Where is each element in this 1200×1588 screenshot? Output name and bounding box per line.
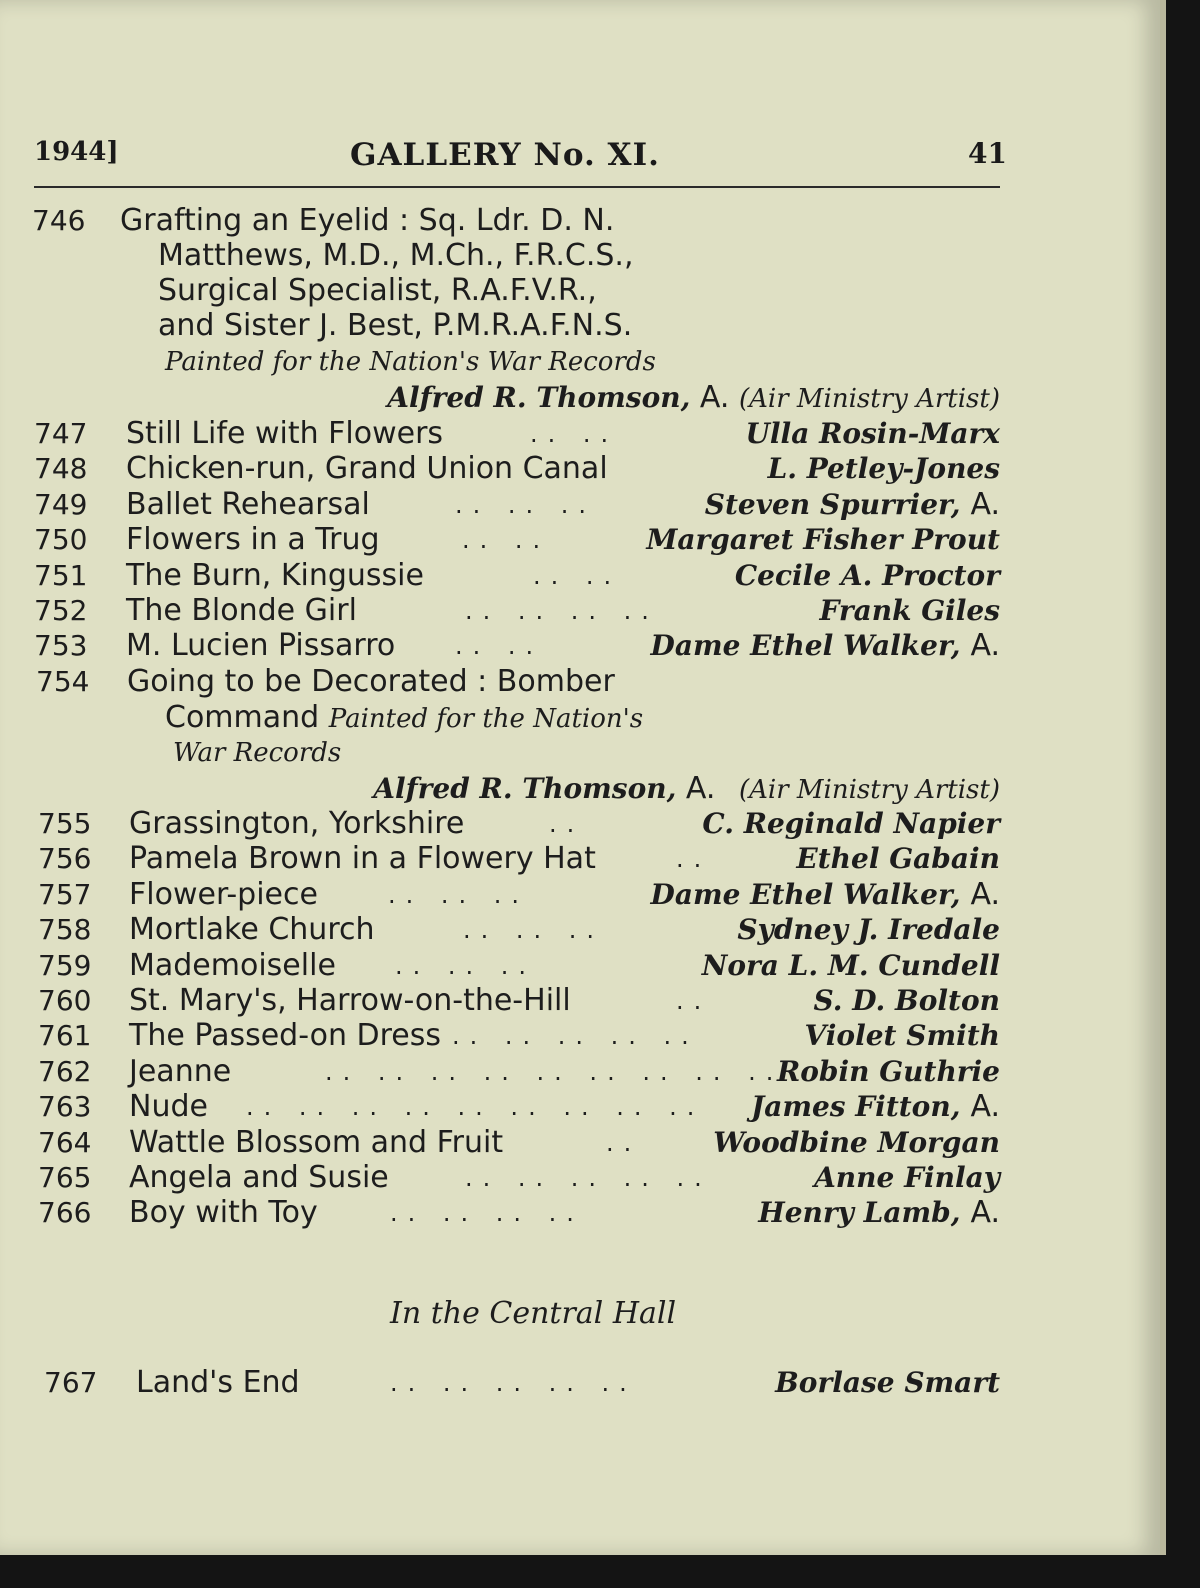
leader-dots: .. .. [530, 420, 619, 448]
leader-dots: .. [676, 845, 712, 874]
entry-artist-line [651, 628, 1000, 664]
artist-note: (Air Ministry Artist) [738, 775, 1000, 805]
leader-dots: .. [606, 1128, 642, 1157]
artist-name: Ethel Gabain [796, 842, 1000, 876]
entry-title: Chicken-run, Grand Union Canal [126, 451, 608, 487]
artist-name: Steven Spurrier, [704, 487, 961, 521]
entry-title: Land's End [136, 1365, 300, 1400]
leader-dots: .. .. .. [455, 490, 597, 519]
artist-name: Sydney J. Iredale [737, 913, 1000, 947]
entry-artist-line [702, 948, 1000, 984]
artist-name: Henry Lamb, [758, 1196, 961, 1230]
leader-dots: .. .. .. .. .. .. .. .. .. [246, 1093, 705, 1122]
header-year: 1944] [34, 137, 119, 167]
entry-artist-line [777, 1054, 1000, 1090]
entry-note: Painted for the Nation's [328, 704, 644, 734]
leader-dots: .. .. .. [388, 880, 530, 909]
entry-artist-line [819, 593, 1000, 629]
entry-number: 748 [34, 452, 88, 486]
artist-suffix: A. [970, 1195, 1000, 1231]
page-title: GALLERY No. XI. [350, 137, 660, 173]
entry-artist-line [737, 912, 1000, 948]
entry-title: Mademoiselle [129, 947, 336, 983]
leader-dots: .. .. [462, 526, 551, 555]
entry-artist-line [646, 522, 1000, 558]
entry-title-line [165, 700, 643, 737]
entry-number: 749 [34, 487, 88, 521]
entry-artist-line [775, 1365, 1000, 1401]
artist-name: Anne Finlay [814, 1161, 1000, 1194]
entry-artist-line [702, 806, 1000, 842]
leader-dots: .. .. .. [463, 916, 605, 945]
entry-title-line: Grafting an Eyelid : Sq. Ldr. D. N. [120, 203, 615, 238]
artist-name: Cecile A. Proctor [734, 558, 1000, 592]
artist-name: Dame Ethel Walker, [650, 629, 961, 663]
entry-number: 753 [34, 629, 88, 663]
entry-title: Flower-piece [129, 876, 318, 912]
leader-dots: .. .. .. .. [465, 597, 659, 625]
entry-number: 763 [38, 1090, 92, 1124]
entry-title: The Passed-on Dress [129, 1018, 441, 1054]
entry-artist-line [705, 487, 1000, 523]
entry-artist-line [713, 1125, 1000, 1161]
artist-suffix: A. [685, 771, 716, 806]
entry-title: Flowers in a Trug [126, 522, 380, 558]
artist-name: Borlase Smart [775, 1366, 1000, 1399]
entry-title-line: and Sister J. Best, P.M.R.A.F.N.S. [158, 308, 633, 343]
artist-name: Alfred R. Thomson, [387, 381, 691, 414]
entry-title-line: Going to be Decorated : Bomber [127, 664, 615, 699]
entry-number: 758 [38, 913, 92, 947]
entry-number: 747 [34, 417, 88, 450]
entry-number: 751 [34, 558, 88, 592]
artist-name: Woodbine Morgan [713, 1125, 1000, 1159]
artist-note: (Air Ministry Artist) [738, 384, 1000, 414]
entry-title: Mortlake Church [129, 912, 375, 948]
artist-name: Violet Smith [804, 1019, 1000, 1053]
artist-suffix: A. [970, 1089, 1000, 1125]
entry-title: The Blonde Girl [126, 593, 357, 628]
entry-number: 757 [38, 877, 92, 911]
artist-name: Margaret Fisher Prout [646, 523, 1000, 557]
entry-number: 766 [38, 1196, 92, 1230]
entry-artist-line [735, 558, 1000, 594]
entry-title: Pamela Brown in a Flowery Hat [129, 841, 596, 877]
artist-name: Dame Ethel Walker, [650, 877, 961, 911]
leader-dots: .. .. [455, 632, 544, 661]
entry-number: 767 [44, 1366, 98, 1399]
entry-number: 756 [38, 842, 92, 876]
entry-title: Nude [129, 1089, 208, 1125]
entry-artist-line [814, 1160, 1000, 1196]
artist-suffix: A. [699, 380, 730, 415]
leader-dots: .. .. .. .. [390, 1199, 584, 1228]
artist-name: James Fitton, [750, 1090, 961, 1124]
entry-title: St. Mary's, Harrow-on-the-Hill [129, 983, 571, 1018]
leader-dots: .. .. [533, 561, 622, 590]
artist-name: Alfred R. Thomson, [373, 772, 677, 805]
artist-name: Ulla Rosin-Marx [745, 417, 1000, 450]
entry-title: Grassington, Yorkshire [129, 806, 465, 841]
entry-number: 760 [38, 984, 92, 1017]
artist-name: C. Reginald Napier [702, 807, 1000, 840]
artist-suffix: A. [970, 486, 1000, 522]
entry-number: 750 [34, 523, 88, 557]
artist-suffix: A. [970, 628, 1000, 664]
entry-title-line: Matthews, M.D., M.Ch., F.R.C.S., [158, 238, 634, 273]
entry-title: Boy with Toy [129, 1195, 318, 1231]
leader-dots: .. .. .. .. .. .. .. .. .. [325, 1057, 784, 1086]
entry-number: 764 [38, 1125, 92, 1159]
section-heading: In the Central Hall [390, 1296, 677, 1331]
entry-title-part: Command [165, 700, 320, 735]
entry-artist-line [796, 841, 1000, 877]
artist-name: L. Petley-Jones [767, 452, 1000, 486]
entry-title: Still Life with Flowers [126, 416, 444, 451]
entry-artist-line [746, 416, 1001, 452]
entry-number: 755 [38, 807, 92, 840]
entry-number: 754 [36, 665, 90, 698]
entry-artist-line [651, 877, 1000, 913]
entry-title: Jeanne [129, 1053, 232, 1089]
artist-suffix: A. [970, 876, 1000, 912]
entry-artist-line [805, 1018, 1000, 1054]
header-rule [34, 186, 1000, 188]
artist-name: S. D. Bolton [813, 984, 1000, 1017]
leader-dots: .. [549, 810, 585, 838]
entry-artist-line [751, 1089, 1000, 1125]
leader-dots: .. .. .. .. .. [465, 1164, 712, 1192]
entry-note: Painted for the Nation's War Records [165, 347, 656, 377]
leader-dots: .. .. .. .. .. [452, 1022, 699, 1051]
entry-title-line: Surgical Specialist, R.A.F.V.R., [158, 273, 597, 308]
entry-title: Angela and Susie [129, 1160, 389, 1195]
entry-title: Wattle Blossom and Fruit [129, 1124, 504, 1160]
leader-dots: .. .. .. [395, 951, 537, 980]
leader-dots: .. [676, 987, 712, 1015]
artist-name: Frank Giles [819, 594, 1000, 627]
page-number: 41 [968, 137, 1007, 170]
entry-artist-line [814, 983, 1000, 1019]
entry-number: 765 [38, 1161, 92, 1194]
entry-artist-line [387, 380, 1000, 417]
entry-number: 752 [34, 594, 88, 627]
entry-note: War Records [173, 738, 342, 768]
entry-artist-line [373, 771, 1000, 808]
entry-number: 761 [38, 1019, 92, 1053]
artist-name: Robin Guthrie [776, 1054, 1000, 1088]
leader-dots: .. .. .. .. .. [390, 1369, 637, 1397]
entry-number: 762 [38, 1054, 92, 1088]
entry-number: 746 [32, 204, 86, 237]
entry-title: Ballet Rehearsal [126, 486, 370, 522]
entry-title: M. Lucien Pissarro [126, 628, 396, 664]
entry-title: The Burn, Kingussie [126, 557, 424, 593]
entry-number: 759 [38, 948, 92, 982]
artist-name: Nora L. M. Cundell [701, 948, 1000, 982]
entry-artist-line [758, 1195, 1000, 1231]
entry-artist-line [768, 451, 1000, 487]
